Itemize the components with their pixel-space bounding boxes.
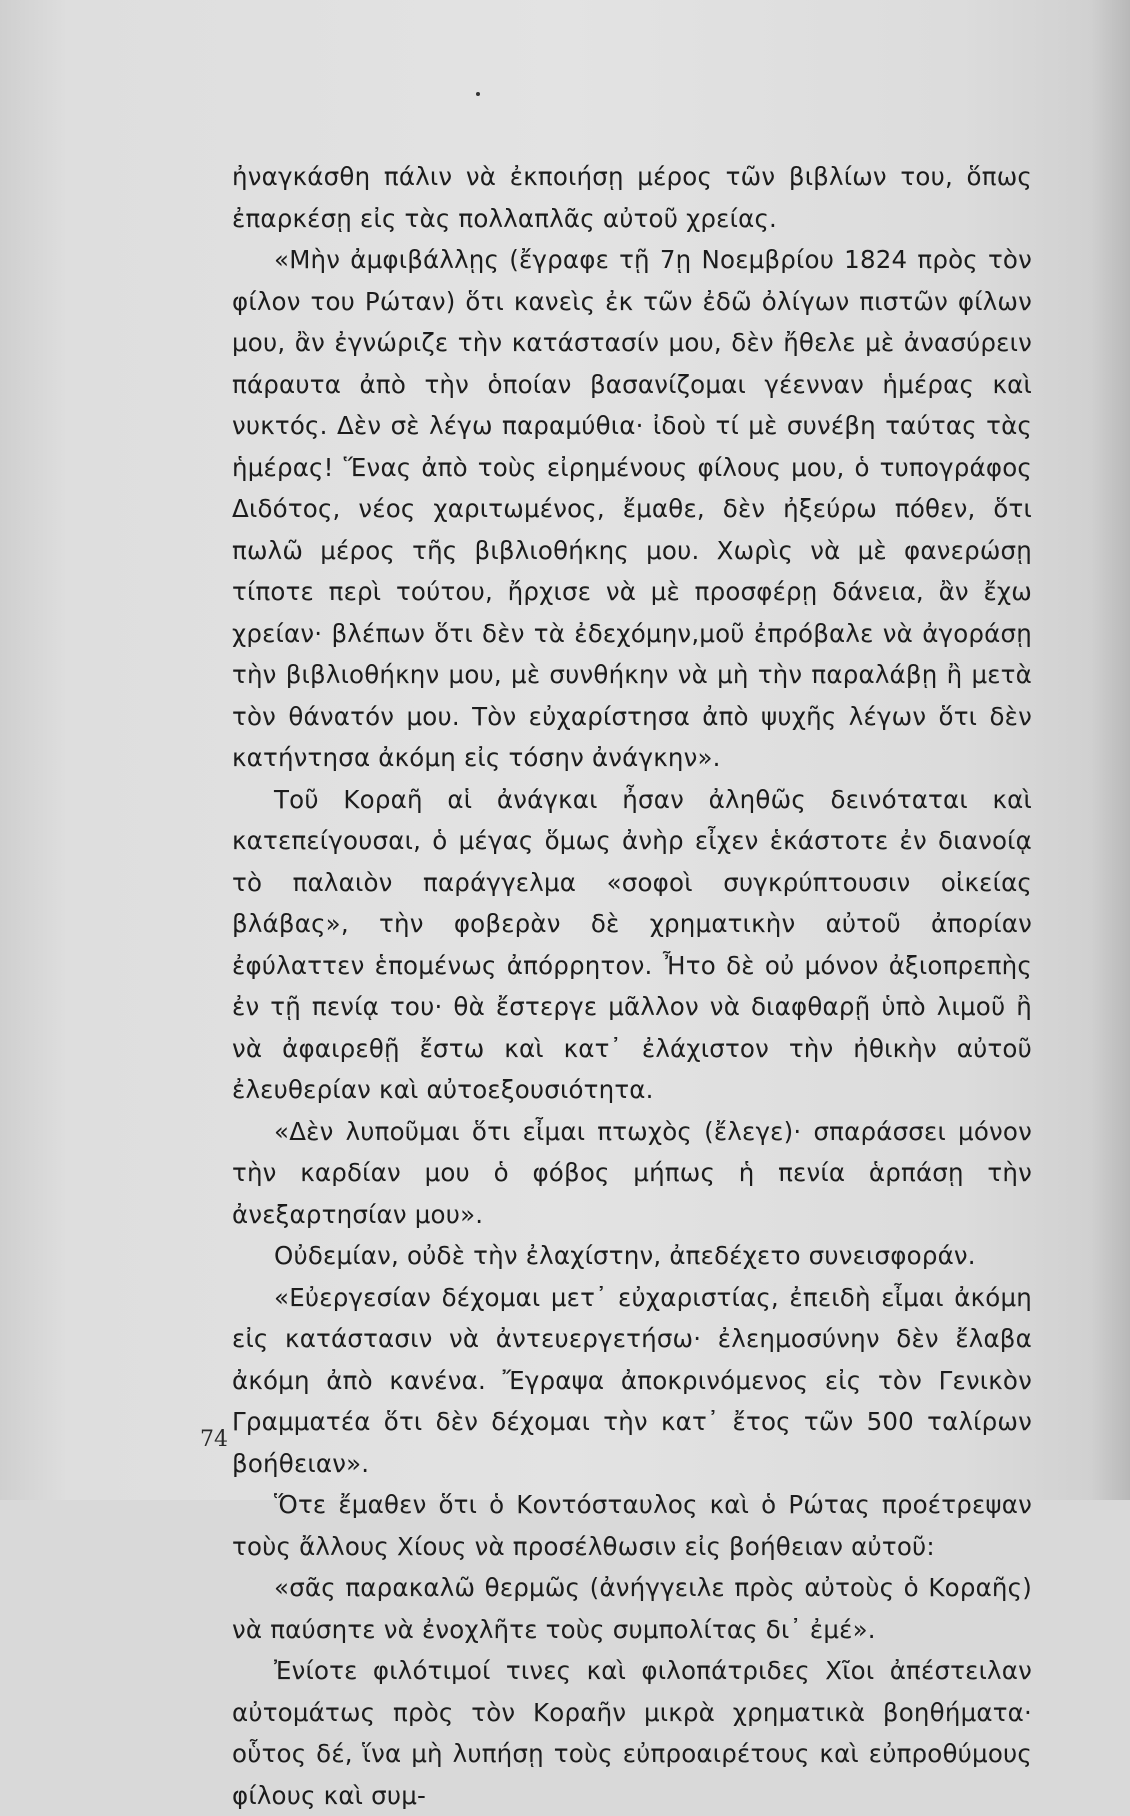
ink-speck xyxy=(476,92,480,96)
page-number: 74 xyxy=(200,1427,228,1452)
paragraph-8: «σᾶς παρακαλῶ θερμῶς (ἀνήγγειλε πρὸς αὐτοὺς ὁ Κοραῆς) νὰ παύσητε νὰ ἐνοχλῆτε τοὺς συμπολίτας δι᾽ ἐμέ». xyxy=(232,1573,1032,1644)
body-text xyxy=(232,156,1032,1816)
paragraph-2: «Μὴν ἀμφιβάλλῃς (ἔγραφε τῇ 7ῃ Νοεμβρίου 1824 πρὸς τὸν φίλον του Ρώταν) ὅτι κανεὶς ἐκ τῶν ἐδῶ ὀλίγων πιστῶν φίλων μου, ἂν ἐγνώριζε τὴν κατάστασίν μου, δὲν ἤθελε μὲ ἀνασύρειν πάραυτα ἀπὸ τὴν ὁποίαν βασανίζομαι γέενναν ἡμέρας καὶ νυκτός. Δὲν σὲ λέγω παραμύθια· ἰδοὺ τί μὲ συνέβη ταύτας τὰς ἡμέρας! Ἕνας ἀπὸ τοὺς εἰρημένους φίλους μου, ὁ τυπογράφος Διδότος, νέος χαριτωμένος, ἔμαθε, δὲν ἠξεύρω πόθεν, ὅτι πωλῶ μέρος τῆς βιβλιοθήκης μου. Χωρὶς νὰ μὲ φανερώσῃ τίποτε περὶ τούτου, ἤρχισε νὰ μὲ προσφέρῃ δάνεια, ἂν ἔχω χρείαν· βλέπων ὅτι δὲν τὰ ἐδεχόμην,μοῦ ἐπρόβαλε νὰ ἀγοράσῃ τὴν βιβλιοθήκην μου, μὲ συνθήκην νὰ μὴ τὴν παραλάβῃ ἢ μετὰ τὸν θάνατόν μου. Τὸν εὐχαρίστησα ἀπὸ ψυχῆς λέγων ὅτι δὲν κατήντησα ἀκόμη εἰς τόσην ἀνάγκην». xyxy=(232,245,1032,772)
page-edge-shadow xyxy=(1090,0,1130,1500)
paragraph-5: Οὐδεμίαν, οὐδὲ τὴν ἐλαχίστην, ἀπεδέχετο συνεισφοράν. xyxy=(274,1241,976,1270)
paragraph-7: Ὅτε ἔμαθεν ὅτι ὁ Κοντόσταυλος καὶ ὁ Ρώτας προέτρεψαν τοὺς ἄλλους Χίους νὰ προσέλθωσιν εἰς βοήθειαν αὐτοῦ: xyxy=(232,1490,1032,1561)
paragraph-3: Τοῦ Κοραῆ αἱ ἀνάγκαι ἦσαν ἀληθῶς δεινόταται καὶ κατεπείγουσαι, ὁ μέγας ὅμως ἀνὴρ εἶχεν ἑκάστοτε ἐν διανοίᾳ τὸ παλαιὸν παράγγελμα «σοφοὶ συγκρύπτουσιν οἰκείας βλάβας», τὴν φοβερὰν δὲ χρηματικὴν αὐτοῦ ἀπορίαν ἐφύλαττεν ἑπομένως ἀπόρρητον. Ἦτο δὲ οὐ μόνον ἀξιοπρεπὴς ἐν τῇ πενίᾳ του· θὰ ἔστεργε μᾶλλον νὰ διαφθαρῇ ὑπὸ λιμοῦ ἢ νὰ ἀφαιρεθῇ ἔστω καὶ κατ᾽ ἐλάχιστον τὴν ἠθικὴν αὐτοῦ ἐλευθερίαν καὶ αὐτοεξουσιότητα. xyxy=(232,784,1032,1104)
paragraph-4: «Δὲν λυποῦμαι ὅτι εἶμαι πτωχὸς (ἔλεγε)· σπαράσσει μόνον τὴν καρδίαν μου ὁ φόβος μήπως ἡ πενία ἁρπάσῃ τὴν ἀνεξαρτησίαν μου». xyxy=(232,1116,1032,1229)
paragraph-9: Ἐνίοτε φιλότιμοί τινες καὶ φιλοπάτριδες Χῖοι ἀπέστειλαν αὐτομάτως πρὸς τὸν Κοραῆν μικρὰ χρηματικὰ βοηθήματα· οὗτος δέ, ἵνα μὴ λυπήσῃ τοὺς εὐπροαιρέτους καὶ εὐπροθύμους φίλους καὶ συμ- xyxy=(232,1656,1032,1810)
paragraph-1: ἠναγκάσθη πάλιν νὰ ἐκποιήσῃ μέρος τῶν βιβλίων του, ὅπως ἐπαρκέσῃ εἰς τὰς πολλαπλᾶς αὐτοῦ χρείας. xyxy=(232,162,1032,233)
paragraph-6: «Εὐεργεσίαν δέχομαι μετ᾽ εὐχαριστίας, ἐπειδὴ εἶμαι ἀκόμη εἰς κατάστασιν νὰ ἀντευεργετήσω· ἐλεημοσύνην δὲν ἔλαβα ἀκόμη ἀπὸ κανένα. Ἔγραψα ἀποκρινόμενος εἰς τὸν Γενικὸν Γραμματέα ὅτι δὲν δέχομαι τὴν κατ᾽ ἔτος τῶν 500 ταλίρων βοήθειαν». xyxy=(232,1282,1032,1478)
